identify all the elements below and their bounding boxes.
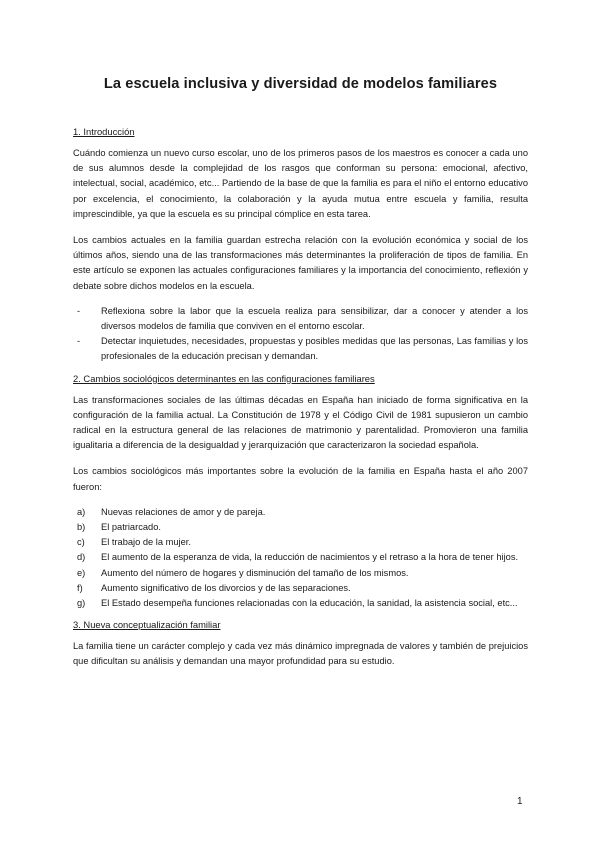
list-item — [73, 535, 528, 550]
list-item: - Detectar inquietudes, necesidades, propuestas y posibles medidas que las personas, Las familias y los profesionales de la educación precisan y demandan. — [73, 334, 528, 364]
list-item — [73, 566, 528, 581]
changes-list — [73, 505, 528, 611]
list-item-text: El Estado desempeña funciones relacionadas con la educación, la sanidad, la asistencia social, etc... — [101, 598, 518, 609]
section-heading-introduccion: 1. Introducción — [73, 126, 135, 137]
list-item-text: El aumento de la esperanza de vida, la reducción de nacimientos y el retraso a la hora de tener hijos. — [101, 552, 519, 563]
section-heading-nueva-conceptualizacion: 3. Nueva conceptualización familiar — [73, 619, 221, 631]
paragraph: Los cambios actuales en la familia guardan estrecha relación con la evolución económica y social de los últimos años, siendo una de las transformaciones más determinantes la proliferación de tipos de familia. En este artículo se exponen las actuales configuraciones familiares y la importancia del conocimiento, reflexión y debate sobre dichos modelos en la escuela. — [73, 235, 528, 291]
list-item — [73, 550, 528, 565]
list-item-text: Aumento significativo de los divorcios y de las separaciones. — [101, 582, 351, 593]
list-marker: g) — [77, 598, 86, 609]
list-marker: a) — [77, 506, 86, 517]
page-number: 1 — [517, 796, 523, 807]
list-item-text: El patriarcado. — [101, 522, 161, 533]
objectives-list — [73, 304, 528, 365]
list-marker: f) — [77, 582, 83, 593]
list-marker: b) — [77, 522, 86, 533]
paragraph: Cuándo comienza un nuevo curso escolar, uno de los primeros pasos de los maestros es conocer a cada uno de sus alumnos desde la complejidad de los rasgos que conforman su persona: emocional, afectivo, intelectual, social, académico, etc... Partiendo de la base de que la familia es para el niño el entorno educativo por excelencia, el conocimiento, la colaboración y la ayuda mutua entre escuela y familia, resulta imprescindible, ya que la escuela es su principal cómplice en esta tarea. — [73, 148, 528, 219]
list-item — [73, 520, 528, 535]
list-item-text: El trabajo de la mujer. — [101, 537, 191, 548]
list-marker: e) — [77, 567, 86, 578]
document-title: La escuela inclusiva y diversidad de modelos familiares — [103, 76, 498, 92]
paragraph: La familia tiene un carácter complejo y cada vez más dinámico impregnada de valores y también de prejuicios que dificultan su análisis y demandan una mayor profundidad para su estudio. — [73, 641, 528, 667]
list-item — [73, 505, 528, 520]
list-item-text: Aumento del número de hogares y disminución del tamaño de los mismos. — [101, 567, 409, 578]
list-marker: d) — [77, 552, 86, 563]
paragraph: Los cambios sociológicos más importantes sobre la evolución de la familia en España hasta el año 2007 fueron: — [73, 466, 528, 492]
page-content — [73, 76, 528, 681]
list-marker: c) — [77, 537, 85, 548]
list-item-text: Nuevas relaciones de amor y de pareja. — [101, 506, 266, 517]
list-item — [73, 581, 528, 596]
section-heading-cambios-sociologicos: 2. Cambios sociológicos determinantes en las configuraciones familiares — [73, 372, 375, 384]
paragraph: Las transformaciones sociales de las últimas décadas en España han iniciado de forma significativa en la configuración de la familia actual. La Constitución de 1978 y el Código Civil de 1981 supusieron un cambio radical en la estructura general de las relaciones de matrimonio y parentalidad. Promovieron una familia igualitaria a diferencia de la desigualdad y jerarquización que caracterizaron la sociedad española. — [73, 394, 528, 451]
list-item — [73, 596, 528, 611]
list-item: - Reflexiona sobre la labor que la escuela realiza para sensibilizar, dar a conocer y atender a los diversos modelos de familia que conviven en el entorno escolar. — [73, 304, 528, 334]
